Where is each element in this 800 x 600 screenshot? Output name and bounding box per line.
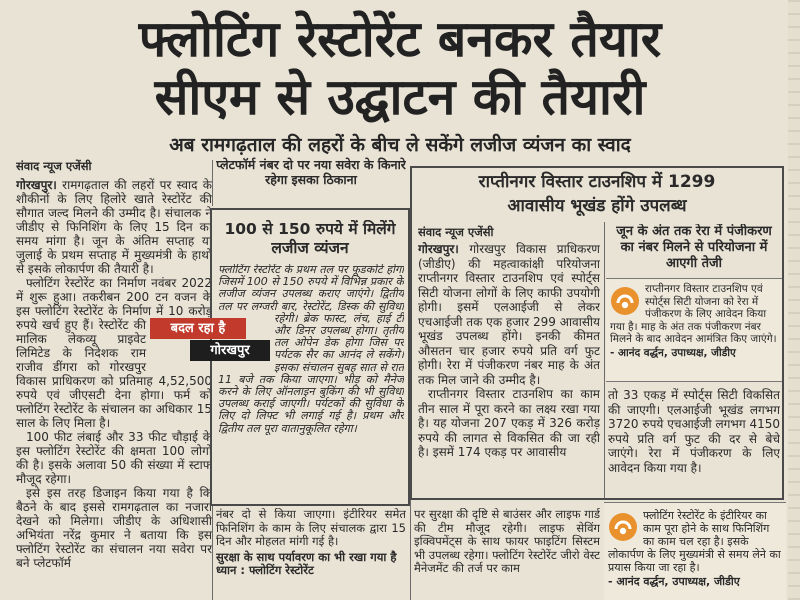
paragraph (418, 242, 600, 387)
paragraph: पर सुरक्षा की दृष्टि से बाउंसर और लाइफ गार्ड की टीम मौजूद रहेगी। लाइफ सेविंग इक्विपमेंट्स के साथ फायर फाइटिंग सिस्टम भी उपलब्ध रहेगा। फ्लोटिंग रेस्टोरेंट जीरो वेस्ट मैनेजमेंट की तर्ज पर काम (414, 508, 600, 575)
dateline: गोरखपुर। (418, 242, 459, 256)
info-box-heading: 100 से 150 रुपये में मिलेंगे लजीज व्यंजन (224, 220, 396, 257)
paragraph: राप्तीनगर विस्तार टाउनशिप का काम तीन साल में पूरा करने का लक्ष्य रखा गया है। यह योजना 207 एकड़ में 326 करोड़ रुपये की लागत से विकसित की जा रही है। इसमें 174 एकड़ पर आवासीय (418, 387, 600, 459)
column-divider (604, 222, 605, 498)
township-story-body (418, 242, 600, 498)
badge-label-bottom: गोरखपुर (190, 340, 270, 361)
paragraph: इसे इस तरह डिजाइन किया गया है कि बैठने के बाद इससे रामगढ़ताल का नजारा देखने को मिलेगा। जीडीए के अधिशासी अभियंता नरेंद्र कुमार ने बताया कि इस फ्लोटिंग रेस्टोरेंट का संचालन नया सवेरा पर बने प्लेटफॉर्म (16, 486, 212, 570)
quote-box (604, 502, 786, 600)
township-title-line-1: राप्तीनगर विस्तार टाउनशिप में 1299 (478, 172, 716, 192)
adjacent-column-edge (788, 0, 800, 600)
quote-text: फ्लोटिंग रेस्टोरेंट के इंटीरियर का काम पूरा होने के साथ फिनिशिंग का काम चल रहा है। इसके लोकार्पण के लिए मुख्यमंत्री से समय लेने का प्रयास किया जा रहा है। (608, 509, 781, 574)
quote-attribution: - आनंद वर्द्धन, उपाध्यक्ष, जीडीए (610, 346, 736, 359)
info-box-kicker: प्लेटफॉर्म नंबर दो पर नया सवेरा के किनारे रहेगा इसका ठिकाना (216, 157, 406, 187)
column-divider (212, 506, 213, 600)
paragraph: 100 फीट लंबाई और 33 फीट चौड़ाई के इस फ्लोटिंग रेस्टोरेंट की क्षमता 100 लोगों की है। इसके अलावा 50 की संख्या में स्टाफ मौजूद रहेगा। (16, 430, 212, 486)
township-title-line-2: आवासीय भूखंड होंगे उपलब्ध (507, 196, 687, 216)
paragraph: नंबर दो से किया जाएगा। इंटीरियर समेत फिनिशिंग के काम के लिए संचालक द्वारा 15 दिन और मोहलत मांगी गई है। (216, 508, 406, 548)
info-box-text: फ्लोटिंग रेस्टोरेंट के प्रथम तल पर फूडकोर्ट होगा जिसमें 100 से 150 रुपये में विभिन्न प्रकार के लजीज व्यंजन उपलब्ध कराए जाएंगे। द्वितीय तल पर लग्जरी बार, रेस्टोरेंट, डिस्क की सुविधा रहेगी। ब्रेक फास्ट, लंच, हाई टी और डिनर उपलब्ध होगा। तृतीय तल ओपेन डेक होगा जिस पर पर्यटक सैर का आनंद ले सकेंगे। इसका संचालन सुबह सात से रात 11 बजे तक किया जाएगा। भीड़ को मैनेज करने के लिए ऑनलाइन बुकिंग की भी सुविधा उपलब्ध कराई जाएगी। पर्यटकों की सुविधा के लिए दो लिफ्ट भी लगाई गई है। प्रथम और द्वितीय तल पूरा वातानुकूलित रहेगा। (218, 264, 404, 435)
quote-attribution: - आनंद वर्द्धन, उपाध्यक्ष, जीडीए (608, 575, 740, 588)
info-box-body (218, 264, 404, 500)
subheadline: अब रामगढ़ताल की लहरों के बीच ले सकेंगे लजीज व्यंजन का स्वाद (169, 134, 631, 156)
byline: संवाद न्यूज एजेंसी (418, 225, 494, 239)
township-side-heading: जून के अंत तक रेरा में पंजीकरण का नंबर मिलने से परियोजना में आएगी तेजी (616, 224, 772, 271)
section-subhead: सुरक्षा के साथ पर्यावरण का भी रखा गया है ध्यान : फ्लोटिंग रेस्टोरेंट (216, 549, 397, 577)
paragraph-text: गोरखपुर विकास प्राधिकरण (जीडीए) की महत्वाकांक्षी परियोजना राप्तीनगर विस्तार टाउनशिप एवं स्पोर्ट्स सिटी योजना लोगों के लिए काफी उपयोगी होगी। इसमें एलआईजी से लेकर एचआईजी तक एक हजार 299 आवासीय भूखंड उपलब्ध होंगे। इनकी कीमत औसतन चार हजार रुपये प्रति वर्ग फुट होगी। रेरा में पंजीकरण नंबर माह के अंत तक मिल जाने की उम्मीद है। (418, 242, 600, 387)
headline-line-1: फ्लोटिंग रेस्टोरेंट बनकर तैयार (138, 10, 662, 68)
quote-box (606, 278, 782, 382)
township-story-box (410, 166, 784, 500)
headline-line-2: सीएम से उद्घाटन की तैयारी (154, 68, 646, 126)
main-story-column (16, 158, 212, 600)
byline: संवाद न्यूज एजेंसी (16, 159, 92, 173)
column-divider (212, 160, 213, 206)
quote-icon (608, 512, 638, 542)
main-story-continuation-2 (414, 508, 600, 600)
paragraph: तो 33 एकड़ में स्पोर्ट्स सिटी विकसित की जाएगी। एलआईजी भूखंड लगभग 3720 रुपये एचआईजी लगभग 4150 रुपये प्रति वर्ग फुट की दर से बेचे जाएंगे। रेरा में पंजीकरण के लिए आवेदन किया गया है। (608, 388, 780, 475)
paragraph (16, 178, 212, 276)
paragraph-text: रामगढ़ताल की लहरों पर स्वाद के शौकीनों के लिए हिलोरे खाते रेस्टोरेंट की सौगात जल्द मिलने की उम्मीद है। संचालक ने जीडीए से फिनिशिंग के लिए 15 दिन का समय मांगा है। जून के अंतिम सप्ताह या जुलाई के प्रथम सप्ताह में मुख्यमंत्री के हाथों से इसके लोकार्पण की तैयारी है। (16, 178, 212, 276)
badge-label-top: बदल रहा है (150, 318, 246, 339)
main-story-body (16, 178, 212, 600)
quote-icon (610, 286, 640, 316)
column-divider (410, 500, 411, 600)
main-story-continuation (216, 508, 406, 600)
dateline: गोरखपुर। (16, 178, 57, 192)
township-continuation (608, 388, 780, 496)
quote-text: राप्तीनगर विस्तार टाउनशिप एवं स्पोर्ट्स सिटी योजना को रेरा में पंजीकरण के लिए आवेदन किया गया है। माह के अंत तक पंजीकरण नंबर मिलने के बाद आवेदन आमंत्रित किए जाएंगे। (610, 283, 777, 345)
paragraph: फ्लोटिंग रेस्टोरेंट का निर्माण नवंबर 2022 में शुरू हुआ। तकरीबन 200 टन वजन के इस फ्लोटिंग रेस्टोरेंट के निर्माण में 10 करोड़ रुपये खर्च हुए हैं। रेस्टोरेंट की मालिक लेकव्यू प्राइवेट लिमिटेड के निदेशक राम राजीव डींगरा को गोरखपुर विकास प्राधिकरण को प्रतिमाह 4,52,500 रुपये एवं जीएसटी देना होगा। फर्म को फ्लोटिंग रेस्टोरेंट के संचालन का अधिकार 15 साल के लिए मिला है। (16, 276, 212, 430)
